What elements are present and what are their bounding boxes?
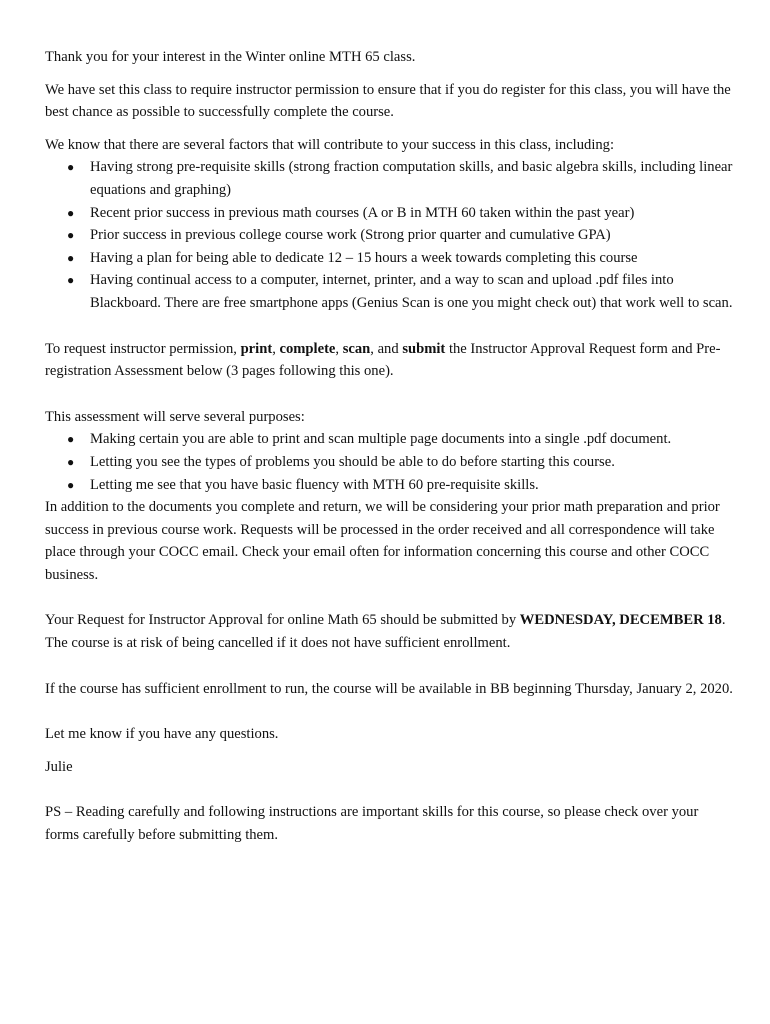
assessment-intro: This assessment will serve several purposes: bbox=[45, 408, 305, 425]
intro-paragraph-1: Thank you for your interest in the Winter online MTH 65 class. bbox=[45, 49, 416, 65]
print-emphasis: print bbox=[240, 340, 273, 357]
list-item: ● Having strong pre-requisite skills (strong fraction computation skills, and basic algebra skills, including linear equations and graphing) bbox=[90, 156, 735, 201]
list-item: ● Having continual access to a computer, internet, printer, and a way to scan and upload .pdf files into Blackboard. There are free smartphone apps (Genius Scan is one you might check out) that work well to scan. bbox=[90, 269, 735, 314]
scan-emphasis: scan bbox=[342, 340, 371, 357]
list-item: ● Making certain you are able to print and scan multiple page documents into a single .pdf document. bbox=[90, 428, 735, 451]
bullet-icon: ● bbox=[67, 454, 75, 469]
complete-emphasis: complete bbox=[279, 340, 336, 357]
deadline-date: WEDNESDAY, DECEMBER 18 bbox=[519, 612, 722, 629]
letter-page bbox=[45, 46, 735, 847]
bullet-icon: ● bbox=[67, 205, 75, 220]
signature: Julie bbox=[45, 758, 73, 775]
bullet-icon: ● bbox=[67, 250, 75, 265]
bullet-icon: ● bbox=[67, 477, 75, 492]
factors-intro: We know that there are several factors that will contribute to your success in this class, including: bbox=[45, 136, 615, 153]
intro-paragraph-2: We have set this class to require instructor permission to ensure that if you do register for this class, you will have the best chance as possible to successfully complete the course. bbox=[45, 81, 731, 121]
submit-emphasis: submit bbox=[402, 340, 446, 357]
bullet-icon: ● bbox=[67, 273, 75, 288]
postscript: PS – Reading carefully and following instructions are important skills for this course, so please check over your forms carefully before submitting them. bbox=[45, 804, 699, 844]
list-item: ● Letting me see that you have basic fluency with MTH 60 pre-requisite skills. bbox=[90, 474, 735, 497]
assessment-details: In addition to the documents you complete and return, we will be considering your prior math preparation and prior success in previous course work. Requests will be processed in the order received and all correspondence will take place through your COCC email. Check your email often for information concerning this course and other COCC business. bbox=[45, 499, 720, 583]
request-instructions: To request instructor permission, print, complete, scan, and submit the Instructor Approval Request form and Pre-registration Assessment below (3 pages following this one). bbox=[45, 340, 721, 380]
factors-list bbox=[45, 156, 735, 314]
questions-paragraph: Let me know if you have any questions. bbox=[45, 726, 279, 743]
list-item: ● Recent prior success in previous math courses (A or B in MTH 60 taken within the past year) bbox=[90, 202, 735, 225]
assessment-purposes-list bbox=[45, 428, 735, 496]
bullet-icon: ● bbox=[67, 228, 75, 243]
bullet-icon: ● bbox=[67, 160, 75, 175]
list-item: ● Letting you see the types of problems you should be able to do before starting this course. bbox=[90, 451, 735, 474]
list-item: ● Having a plan for being able to dedicate 12 – 15 hours a week towards completing this course bbox=[90, 247, 735, 270]
bullet-icon: ● bbox=[67, 432, 75, 447]
availability-paragraph: If the course has sufficient enrollment to run, the course will be available in BB beginning Thursday, January 2, 2020. bbox=[45, 680, 733, 697]
deadline-paragraph: Your Request for Instructor Approval for online Math 65 should be submitted by WEDNESDAY, DECEMBER 18. The course is at risk of being cancelled if it does not have sufficient enrollment. bbox=[45, 612, 726, 652]
list-item: ● Prior success in previous college course work (Strong prior quarter and cumulative GPA) bbox=[90, 224, 735, 247]
